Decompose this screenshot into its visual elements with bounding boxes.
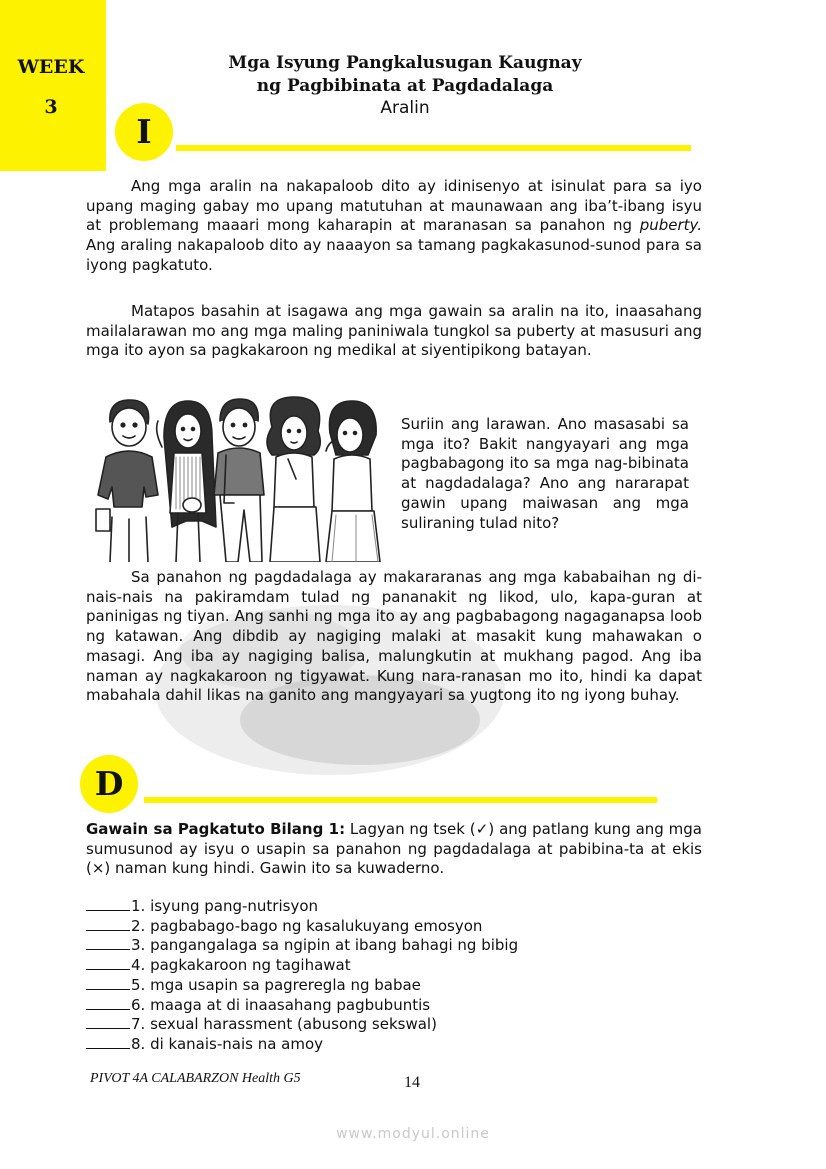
- section-i-marker: I: [115, 103, 173, 161]
- checklist-item: 6. maaga at di inaasahang pagbubuntis: [86, 996, 518, 1016]
- task-instructions: [86, 820, 702, 879]
- girl-figure-2: [267, 397, 320, 562]
- answer-blank: [86, 976, 130, 990]
- checklist: [86, 897, 518, 1055]
- task-text: Lagyan ng tsek (✓) ang patlang kung ang mga sumusunod ay isyu o usapin sa panahon ng pagdadalaga at pabibina-ta at ekis (×) naman kung hindi. Gawin ito sa kuwaderno.: [86, 820, 702, 878]
- checklist-item: 7. sexual harassment (abusong sekswal): [86, 1015, 518, 1035]
- lesson-title-line2: ng Pagbibinata at Pagdadalaga: [256, 76, 554, 96]
- task-label: Gawain sa Pagkatuto Bilang 1:: [86, 820, 346, 838]
- objective-text: Matapos basahin at isagawa ang mga gawain sa aralin na ito, inaasahang mailalarawan mo ang mga maling paniniwala tungkol sa puberty at masusuri ang mga ito ayon sa pagkakaroon ng medikal at siyentipikong batayan.: [86, 302, 702, 360]
- girl-figure-1: [157, 401, 216, 562]
- week-label: WEEK: [17, 56, 85, 78]
- intro-text-part2: Ang araling nakapaloob dito ay naaayon sa tamang pagkakasunod-sunod para sa iyong pagkatuto.: [86, 236, 702, 274]
- answer-blank: [86, 1035, 130, 1049]
- page-number: 14: [404, 1074, 420, 1091]
- checklist-item: 4. pagkakaroon ng tagihawat: [86, 956, 518, 976]
- boy-figure-2: [214, 399, 264, 562]
- answer-blank: [86, 996, 130, 1010]
- girl-figure-3: [326, 401, 380, 562]
- answer-blank: [86, 917, 130, 931]
- checklist-item: 2. pagbabago-bago ng kasalukuyang emosyon: [86, 917, 518, 937]
- intro-text-italic: puberty.: [639, 216, 702, 235]
- boy-figure-1: [96, 400, 158, 562]
- objective-paragraph: [86, 302, 702, 361]
- footer-source: PIVOT 4A CALABARZON Health G5: [90, 1071, 301, 1086]
- picture-prompt: Suriin ang larawan. Ano masasabi sa mga ito? Bakit nangyayari ang mga pagbabagong ito sa mga nag-bibinata at nagdadalaga? Ano ang nararapat gawin upang maiwasan ang mga suliraning tulad nito?: [401, 415, 689, 532]
- answer-blank: [86, 936, 130, 950]
- lesson-title-line1: Mga Isyung Pangkalusugan Kaugnay: [228, 53, 582, 73]
- intro-text-part1: Ang mga aralin na nakapaloob dito ay idinisenyo at isinulat para sa iyo upang maging gabay mo upang matutuhan at maunawaan ang iba’t-ibang isyu at problemang maaari mong kaharapin at maranasan sa panahon ng: [86, 177, 702, 235]
- section-d-divider: [144, 797, 657, 803]
- week-number: 3: [44, 96, 58, 118]
- teenagers-illustration: [92, 387, 392, 562]
- section-i-divider: [176, 145, 691, 151]
- checklist-item: 1. isyung pang-nutrisyon: [86, 897, 518, 917]
- answer-blank: [86, 897, 130, 911]
- intro-paragraph: [86, 177, 702, 276]
- watermark: www.modyul.online: [336, 1126, 490, 1142]
- checklist-item: 3. pangangalaga sa ngipin at ibang bahagi ng bibig: [86, 936, 518, 956]
- answer-blank: [86, 1015, 130, 1029]
- checklist-item: 5. mga usapin sa pagreregla ng babae: [86, 976, 518, 996]
- checklist-item: 8. di kanais-nais na amoy: [86, 1035, 518, 1055]
- answer-blank: [86, 956, 130, 970]
- section-d-marker: D: [80, 755, 138, 813]
- lesson-subtitle: Aralin: [380, 98, 430, 118]
- puberty-paragraph: [86, 568, 702, 706]
- puberty-text: Sa panahon ng pagdadalaga ay makararanas ang mga kababaihan ng di-nais-nais na pakiramdam tulad ng pananakit ng likod, ulo, kapa-guran at paninigas ng tiyan. Ang sanhi ng mga ito ay ang pagbabagong nagaganapsa loob ng katawan. Ang dibdib ay nagiging malaki at masakit kung mahawakan o masagi. Ang iba ay nagiging balisa, malungkutin at mukhang pagod. Ang iba naman ay nagkakaroon ng tigyawat. Kung nara-ranasan mo ito, hindi ka dapat mabahala dahil likas na ganito ang mangyayari sa yugtong ito ng iyong buhay.: [86, 568, 702, 705]
- week-badge: [0, 0, 106, 171]
